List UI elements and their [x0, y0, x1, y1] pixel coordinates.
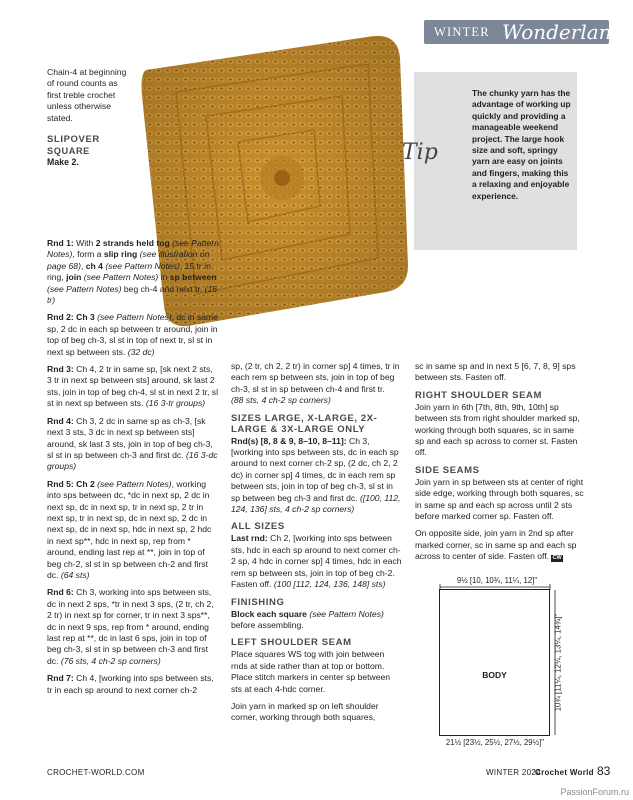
finishing-heading: FINISHING [231, 596, 285, 608]
left-shoulder-p2: Join yarn in marked sp on left shoulder corner, working through both squares, [231, 700, 379, 723]
last-rnd: Last rnd: Ch 2, [working into sps between sts, hdc in each sp around to next corner ch-2 sp, 4 hdc in corner sp] 4 times, hdc in each rem sp between sts, join in top of beg ch-2. Fasten off. (100 [112, 124, 136, 148] sts) [231, 533, 402, 590]
banner-word-wonderland: Wonderland [502, 20, 625, 44]
diagram-top-label: 9½ [10, 10¾, 11¼, 12]" [456, 576, 538, 585]
sizes-rnds: Rnd(s) [8, 8 & 9, 8–10, 8–11]: Ch 3, [working into sps between sts, dc in each sp around to next corner ch-2 sp, (2 dc, ch 2, 2 dc) in corner sp] 4 times, dc in each rem sp between sts, join in top of beg ch-3, sl st in sp between beg ch-3 and first dc. ([100, 112, 124, 136] sts, 4 ch-2 sp corners) [231, 435, 401, 515]
section-banner [424, 20, 625, 44]
rnd-6: Rnd 6: Ch 3, working into sps between sts, dc in next 2 sps, *tr in next 3 sps, (2 tr, ch 2, 2 tr) in next sp for corner, tr in next 3 sps**, dc in next 9 sps, rep from * around, ending last rep at **, dc in last 6 sps, join in top of beg ch-3, sl st in sp between ch-3 and first dc. (76 sts, 4 ch-2 sp corners) [47, 587, 214, 666]
slipover-heading: SLIPOVER [47, 134, 100, 146]
tip-box [402, 72, 577, 250]
cw-end-badge: CW [552, 555, 562, 562]
col3-cont: sc in same sp and in next 5 [6, 7, 8, 9] sps between sts. Fasten off. [415, 361, 576, 383]
right-shoulder-text: Join yarn in 6th [7th, 8th, 9th, 10th] sp between sts from right shoulder marked sp, working through both squares, sc in same sp and each sp across to corner st. Fasten off. [415, 401, 580, 458]
intro-block [47, 67, 127, 173]
opposite-text: On opposite side, join yarn in 2nd sp after marked corner, sc in same sp and each sp across to center of side. Fasten off. CW [415, 528, 577, 562]
rnd-4: Rnd 4: Ch 3, 2 dc in same sp as ch-3, [sk next 3 sts, 3 dc in next sp between sts] around, sk last 3 sts, join in top of beg ch-3, sl st in sp between ch-3 and first dc. (16 3-dc groups) [47, 415, 218, 472]
make-text: Make 2. [47, 157, 79, 168]
column-2 [231, 361, 403, 730]
watermark: PassionForum.ru [560, 787, 629, 797]
intro-text: Chain-4 at beginning of round counts as first treble crochet unless otherwise stated. [47, 67, 127, 123]
rnd-7-count: (88 sts, 4 ch-2 sp corners) [231, 395, 331, 406]
body-label: BODY [482, 670, 507, 680]
rnd-5: Rnd 5: Ch 2 (see Pattern Notes), working into sps between dc, *dc in next sp, 2 dc in next sp, dc in next sp, tr in next sp, 2 tr in next sp, tr in next sp, dc in next sp, 2 dc in next sp, dc in next sp, hdc in next sp, 2 hdc in next sp**, hdc in next sp, rep from * around, ending last rep at **, join in top of beg ch-2, sl st in sp between ch-2 and first dc. (64 sts) [47, 478, 212, 580]
diagram-bottom-label: 21½ [23½, 25½, 27½, 29½]" [445, 738, 545, 747]
tip-text: The chunky yarn has the advantage of working up quickly and providing a manageable weekend project. The large hook size and soft, springy yarn are easy on joints and fingers, making this a relaxing and enjoyable experience. [472, 88, 571, 201]
banner-word-winter: WINTER [434, 25, 490, 39]
side-seams-text: Join yarn in sp between sts at center of right side edge, working through both squares, sc in same sp and each sp across until 2 sts before marked corner sp. Fasten off. [415, 476, 584, 522]
column-1 [47, 238, 219, 702]
rnd-2: Rnd 2: Ch 3 (see Pattern Notes), dc in same sp, 2 dc in each sp between tr around, join in top of beg ch-3, sl st in top of next tr, sl st in next sp between sts. (32 dc) [47, 312, 218, 357]
tip-label: Tip [402, 140, 438, 165]
footer-magazine: Crochet World [535, 768, 594, 777]
footer-issue: WINTER 2024 [486, 768, 541, 777]
right-shoulder-heading: RIGHT SHOULDER SEAM [415, 389, 542, 401]
rnd-7-cont: sp, (2 tr, ch 2, 2 tr) in corner sp] 4 times, tr in each rem sp between sts, join in top of beg ch-3, sl st in sp between ch-4 and first tr. [231, 361, 400, 394]
column-3 [415, 361, 585, 569]
sizes-heading: SIZES LARGE, X-LARGE, 2X-LARGE & 3X-LARGE ONLY [231, 412, 378, 435]
square-heading: SQUARE [47, 146, 90, 157]
rnd-1: Rnd 1: With 2 strands held tog (see Pattern Notes), form a slip ring (see illustration on page 68), ch 4 (see Pattern Notes), 15 tr in ring, join (see Pattern Notes) in sp between (see Pattern Notes) beg ch-4 and next tr. (16 tr) [47, 238, 219, 306]
rnd-7: Rnd 7: Ch 4, [working into sps between sts, tr in each sp around to next corner ch-2 [47, 673, 214, 695]
rnd-3: Rnd 3: Ch 4, 2 tr in same sp, [sk next 2 sts, 3 tr in next sp between sts] around, sk last 2 sts, join in top of beg ch-4, sl st in next 2 tr, sl st in next sp between sts. (16 3-tr groups) [47, 364, 219, 409]
block-text: Block each square (see Pattern Notes) before assembling. [231, 608, 384, 630]
left-shoulder-p1: Place squares WS tog with join between rnds at side rather than at top or bottom. Place stitch markers in center sp between sts at each 4-hdc corner. [231, 649, 391, 694]
page-number: 83 [597, 764, 611, 778]
diagram-side-label: 10¾ [11¼, 12¼, 13¼, 14¾]" [553, 613, 563, 712]
side-seams-heading: SIDE SEAMS [415, 464, 480, 476]
body-schematic [439, 589, 550, 736]
all-sizes-heading: ALL SIZES [231, 521, 285, 533]
left-shoulder-heading: LEFT SHOULDER SEAM [231, 637, 352, 649]
footer-site: CROCHET-WORLD.COM [47, 768, 145, 777]
